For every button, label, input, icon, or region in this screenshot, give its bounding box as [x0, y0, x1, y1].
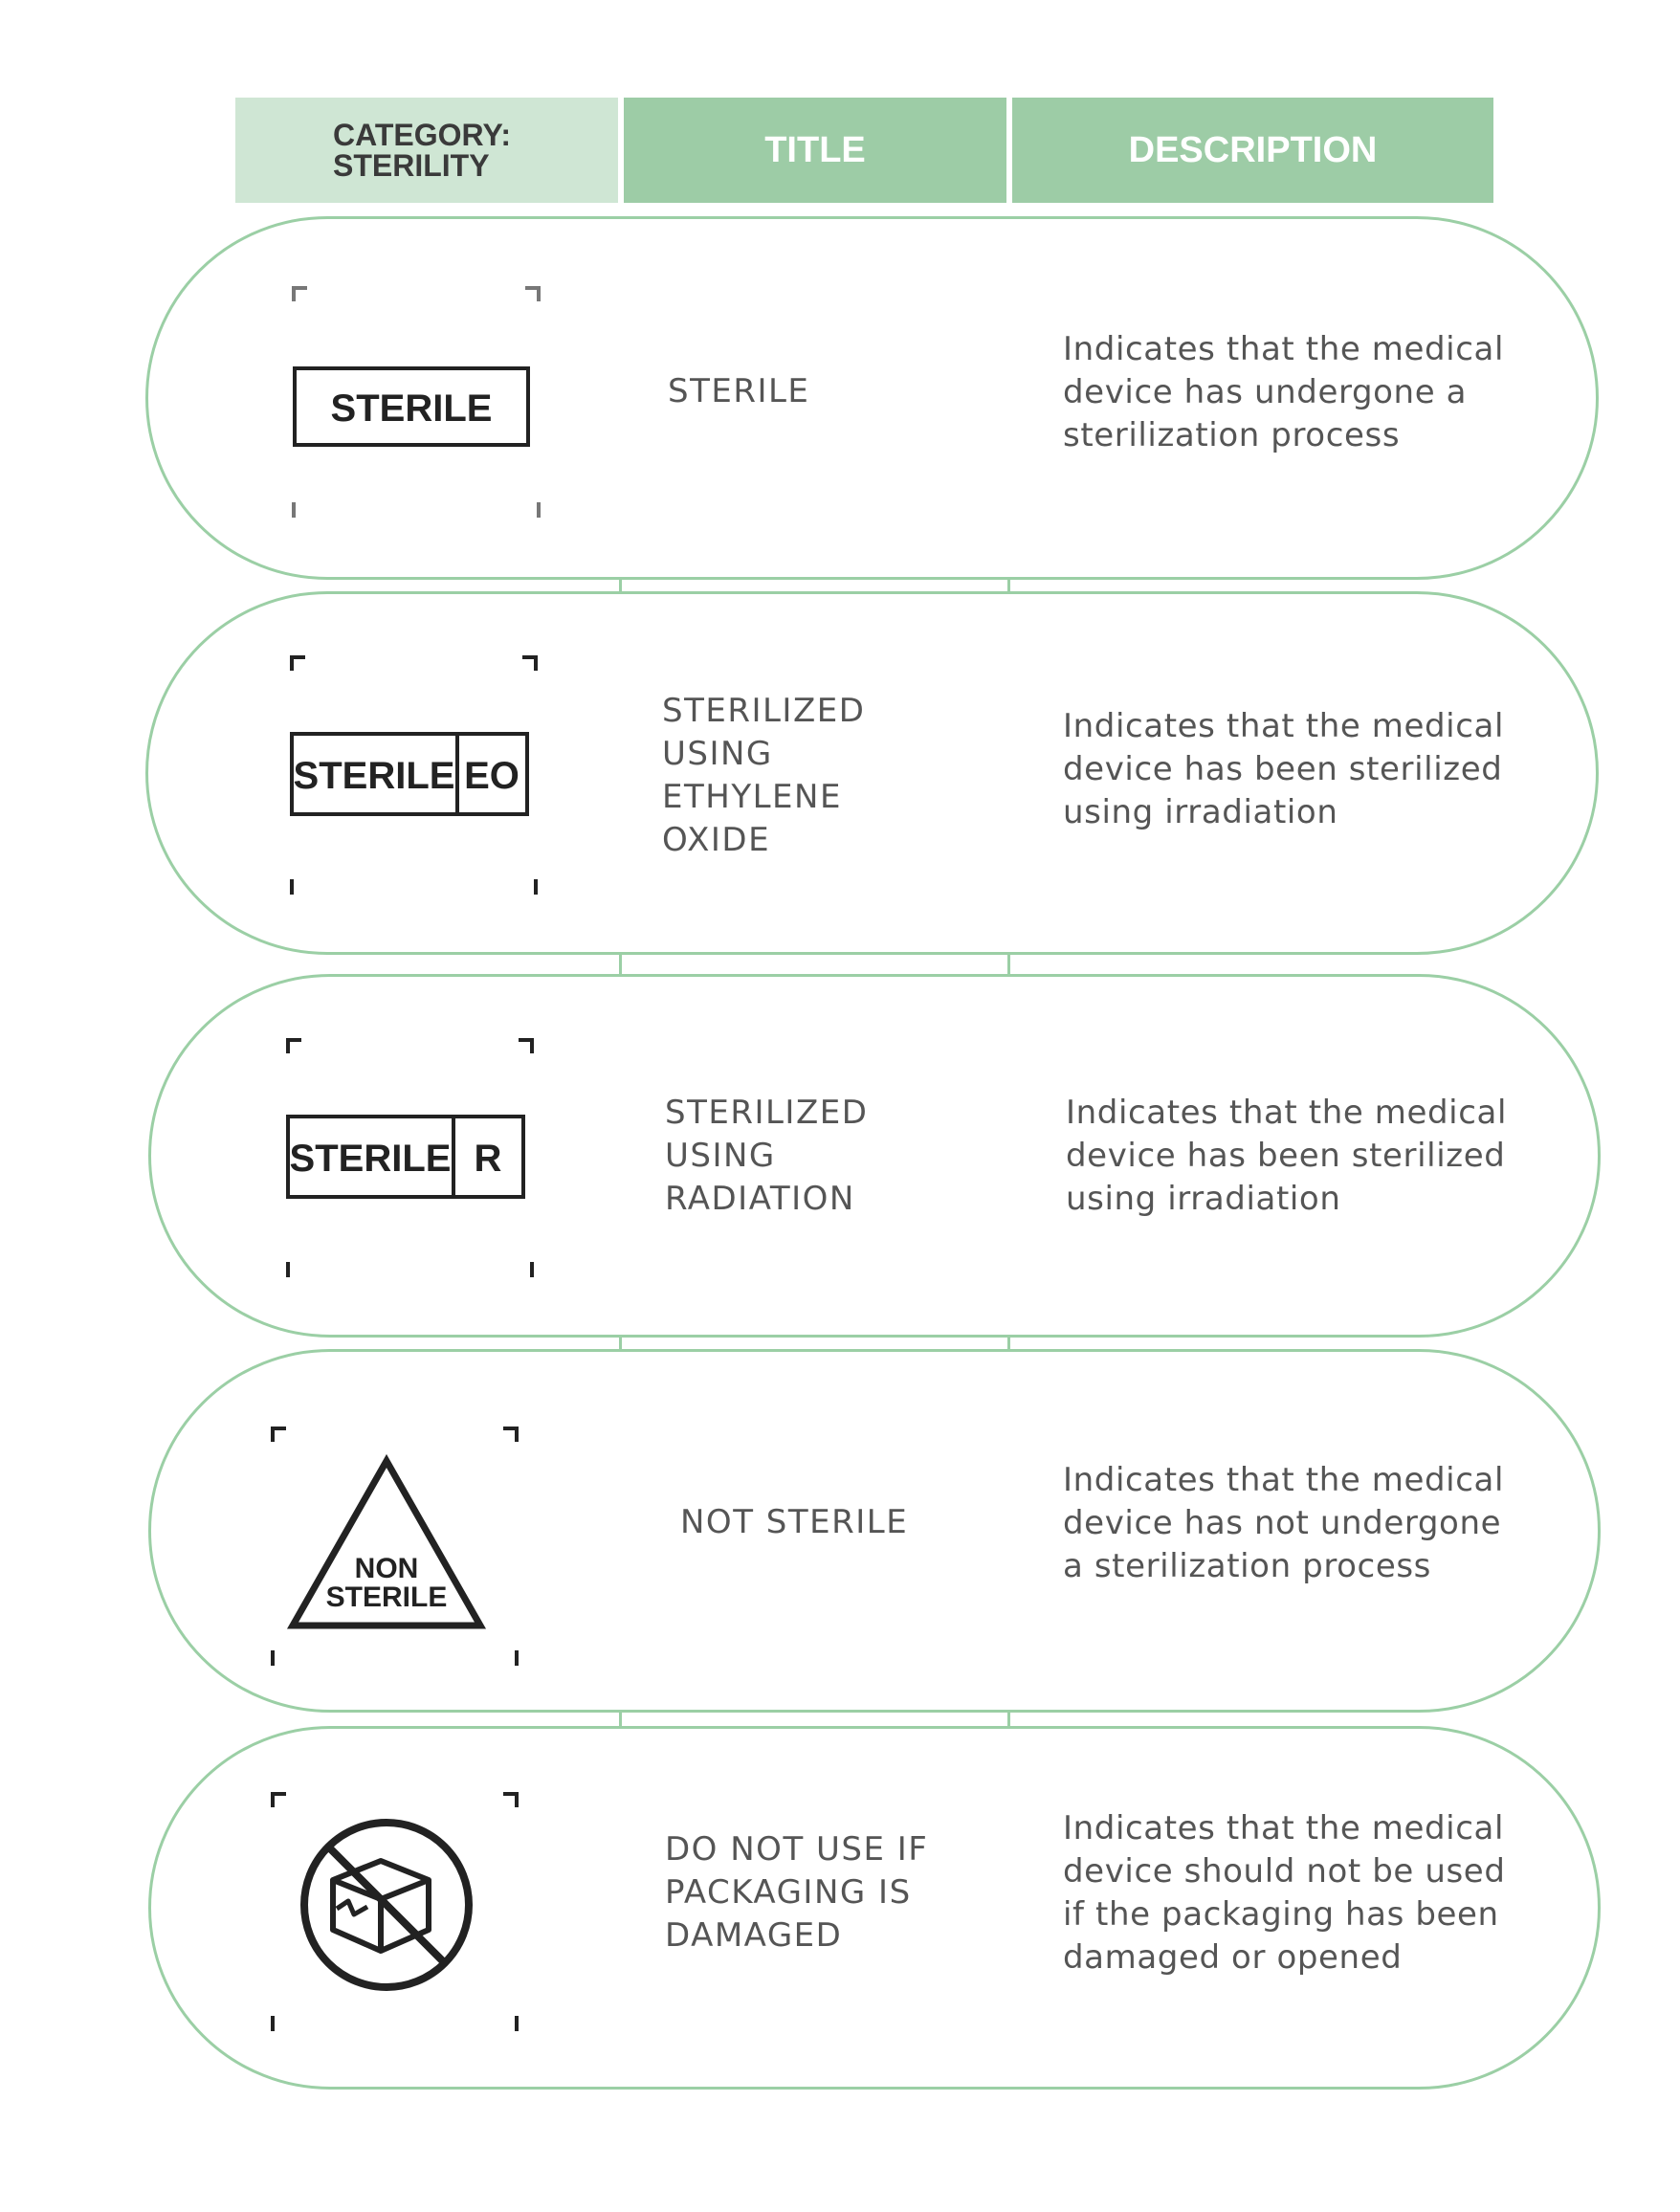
sterile-symbol-text: STERILE — [325, 1582, 448, 1613]
sterile-icon — [287, 282, 545, 527]
row-description: Indicates that the medical device has been sterilized using irradiation — [1066, 1094, 1508, 1218]
non-symbol-text: NON — [354, 1553, 419, 1584]
title-column-header — [624, 98, 1006, 203]
category-label: CATEGORY: — [333, 118, 512, 152]
category-value: STERILITY — [333, 148, 490, 183]
table-row — [148, 974, 1601, 1338]
eo-symbol-text: EO — [464, 755, 519, 797]
row-description: Indicates that the medical device has undergone a sterilization process — [1063, 330, 1505, 454]
row-title: STERILE — [668, 372, 810, 410]
row-title: NOT STERILE — [680, 1503, 909, 1541]
table-row — [148, 1726, 1601, 2090]
sterile-symbol-text: STERILE — [293, 755, 455, 797]
non-sterile-icon — [268, 1421, 526, 1679]
table-row — [145, 591, 1599, 955]
description-column-header — [1012, 98, 1493, 203]
table-row — [145, 216, 1599, 580]
title-header-text: TITLE — [764, 129, 866, 170]
row-title: STERILIZED USING RADIATION — [665, 1094, 869, 1218]
row-description: Indicates that the medical device should not be used if the packaging has been damaged or opened — [1063, 1809, 1506, 1977]
description-header-text: DESCRIPTION — [1128, 129, 1378, 170]
row-title: DO NOT USE IF PACKAGING IS DAMAGED — [665, 1830, 929, 1955]
row-description: Indicates that the medical device has not undergone a sterilization process — [1063, 1461, 1505, 1585]
row-description: Indicates that the medical device has been sterilized using irradiation — [1063, 707, 1505, 831]
sterile-r-icon — [283, 1032, 542, 1291]
category-header — [235, 98, 618, 203]
row-title: STERILIZED USING ETHYLENE OXIDE — [662, 692, 866, 859]
do-not-use-damaged-package-icon — [268, 1786, 526, 2045]
sterile-eo-icon — [287, 650, 545, 908]
table-row — [148, 1349, 1601, 1713]
sterile-symbol-text: STERILE — [289, 1138, 452, 1180]
sterile-symbol-text: STERILE — [330, 387, 493, 430]
r-symbol-text: R — [474, 1138, 502, 1180]
